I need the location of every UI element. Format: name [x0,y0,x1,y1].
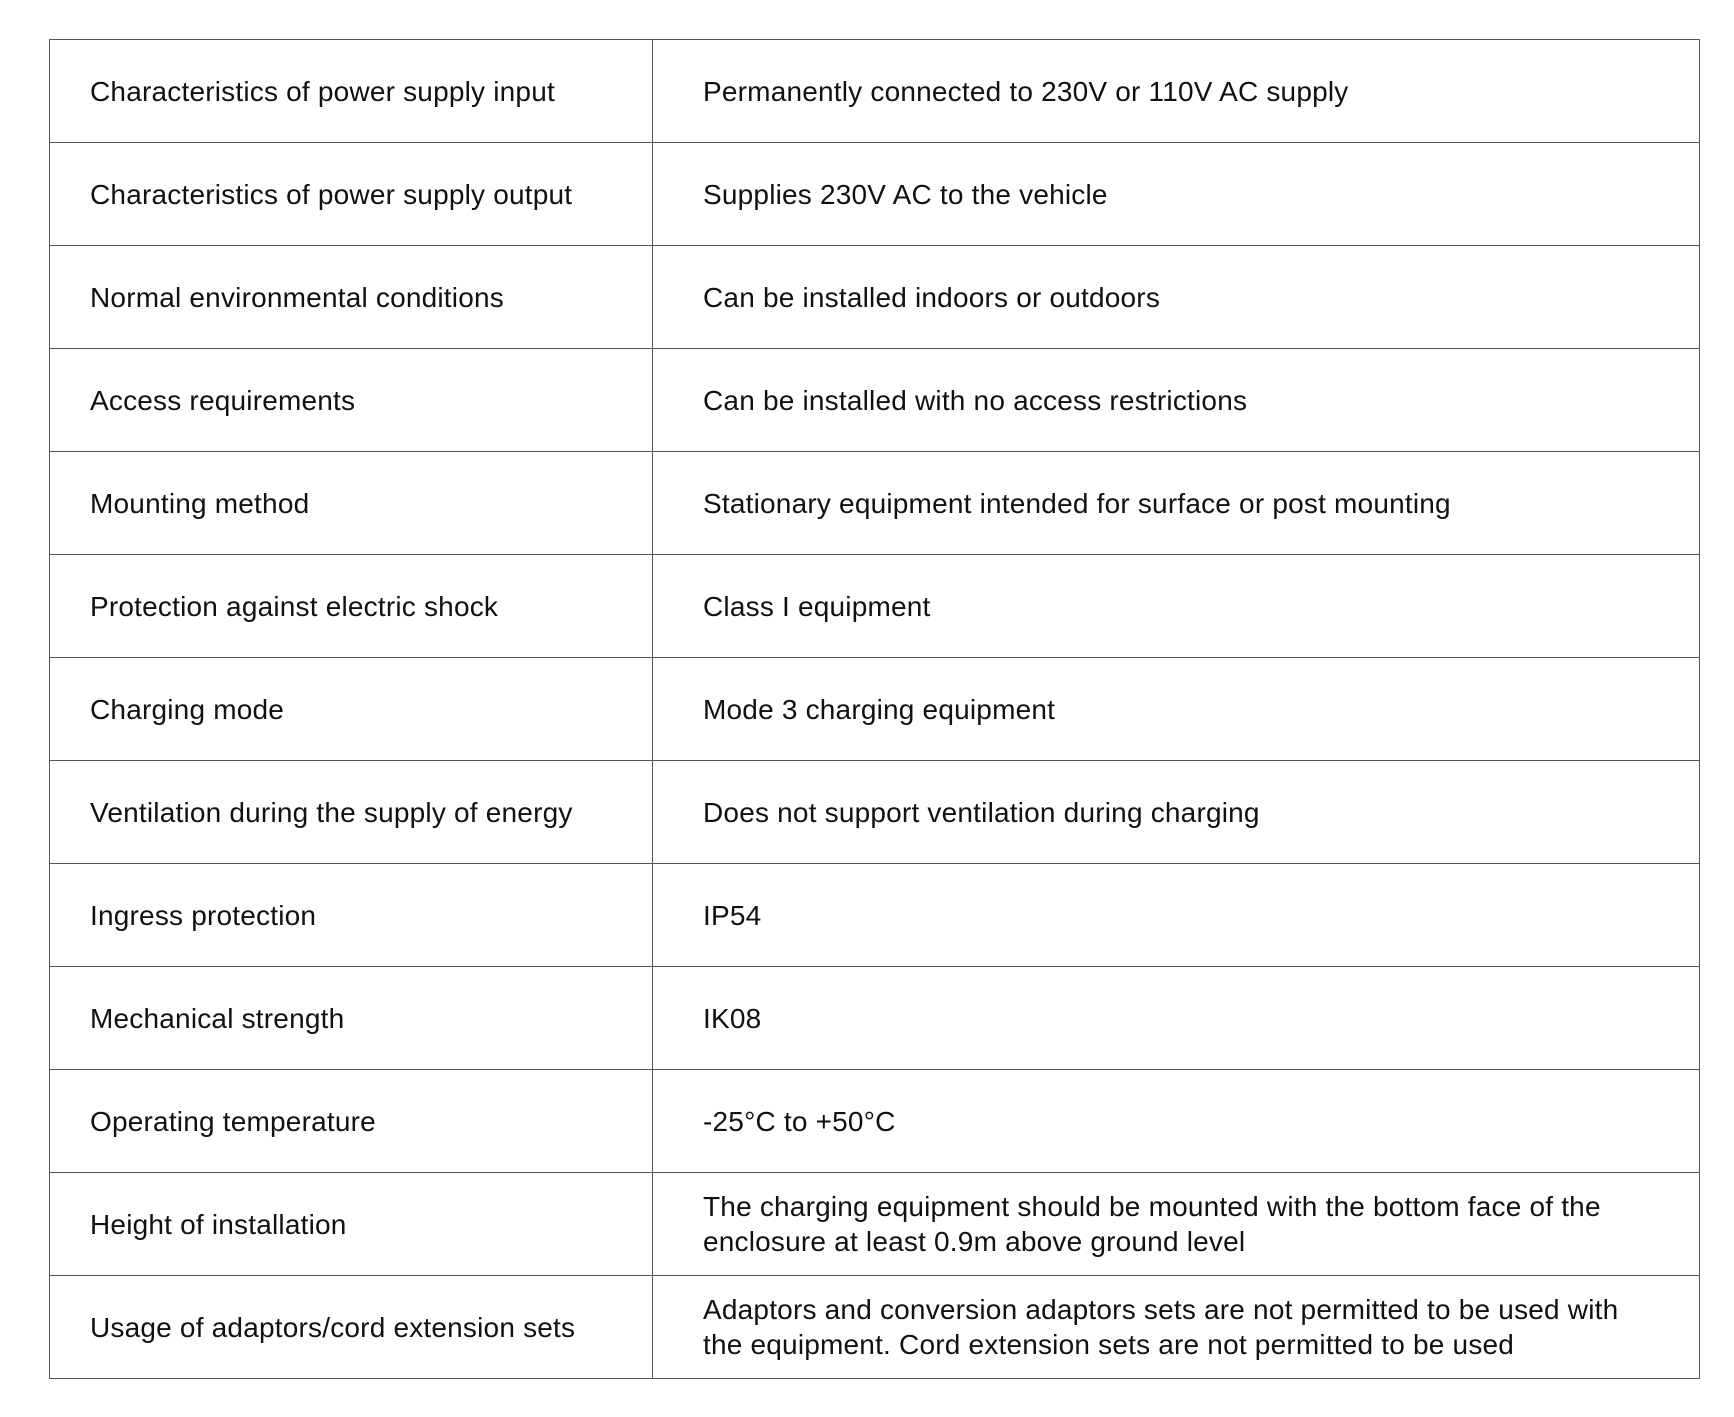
spec-label: Mechanical strength [50,967,653,1070]
spec-value: Mode 3 charging equipment [653,658,1700,761]
table-row [50,1173,1700,1276]
spec-value: IP54 [653,864,1700,967]
spec-value: IK08 [653,967,1700,1070]
spec-label: Usage of adaptors/cord extension sets [50,1276,653,1379]
specifications-table [49,39,1700,1379]
spec-value: Class I equipment [653,555,1700,658]
spec-value: Can be installed with no access restrictions [653,349,1700,452]
spec-value: Supplies 230V AC to the vehicle [653,143,1700,246]
spec-value: Does not support ventilation during charging [653,761,1700,864]
spec-label: Characteristics of power supply output [50,143,653,246]
spec-label: Protection against electric shock [50,555,653,658]
table-row [50,143,1700,246]
spec-label: Ingress protection [50,864,653,967]
spec-label: Height of installation [50,1173,653,1276]
spec-label: Ventilation during the supply of energy [50,761,653,864]
table-row [50,452,1700,555]
spec-value: -25°C to +50°C [653,1070,1700,1173]
table-row [50,40,1700,143]
table-row [50,246,1700,349]
spec-value: Adaptors and conversion adaptors sets are not permitted to be used with the equipment. Cord extension sets are not permitted to be used [653,1276,1700,1379]
table-row [50,1070,1700,1173]
spec-label: Normal environmental conditions [50,246,653,349]
table-row [50,967,1700,1070]
spec-value: Stationary equipment intended for surface or post mounting [653,452,1700,555]
spec-label: Charging mode [50,658,653,761]
table-row [50,761,1700,864]
table-row [50,349,1700,452]
table-row [50,864,1700,967]
table-row [50,1276,1700,1379]
table-row [50,555,1700,658]
spec-value: The charging equipment should be mounted with the bottom face of the enclosure at least 0.9m above ground level [653,1173,1700,1276]
spec-label: Mounting method [50,452,653,555]
spec-value: Permanently connected to 230V or 110V AC supply [653,40,1700,143]
spec-label: Access requirements [50,349,653,452]
spec-label: Characteristics of power supply input [50,40,653,143]
specifications-table-body [50,40,1700,1379]
table-row [50,658,1700,761]
spec-value: Can be installed indoors or outdoors [653,246,1700,349]
spec-label: Operating temperature [50,1070,653,1173]
